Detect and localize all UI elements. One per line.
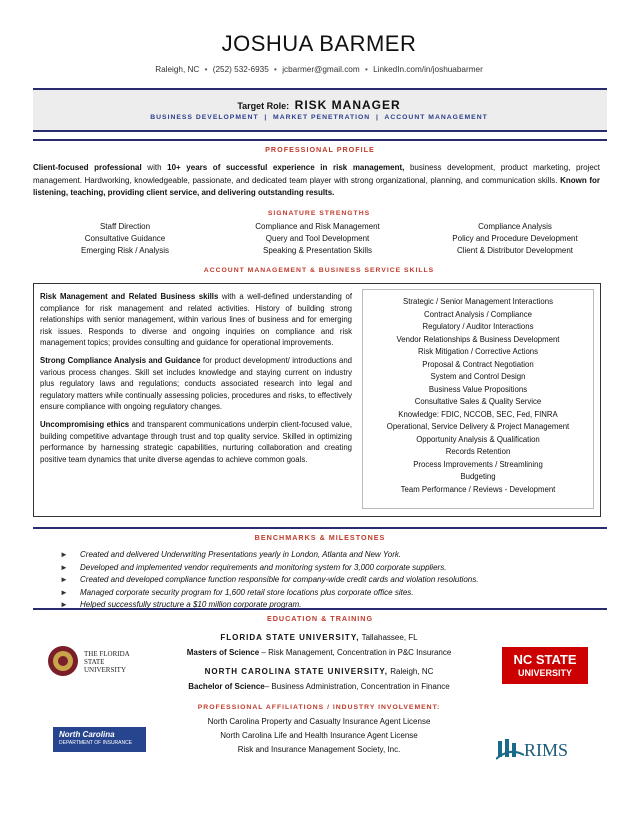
strength-item: Consultative Guidance [84,234,166,243]
benchmark-item [60,549,600,562]
target-role [0,98,638,112]
benchmark-text: Created and developed compliance function responsible for company-wide credit cards and violation resolutions. [80,575,479,585]
education-heading [33,608,607,624]
target-role-title: RISK MANAGER [294,98,401,112]
paragraph-body: for product development/ introductions and various process changes. Skill set includes knowledge and staying current on industry plus regulatory laws and regulations; conducts associated research into legal and regulatory matters while continually assessing policies, procedures and risks, to effectively ensure compliance with ongoing regulatory changes. [40,355,352,412]
skill-item: Contract Analysis / Compliance [424,309,532,319]
education-heading-text: EDUCATION & TRAINING [266,614,374,623]
skill-item: Process Improvements / Streamlining [413,459,543,469]
ncsu-name: NORTH CAROLINA STATE UNIVERSITY, [204,667,389,676]
skill-item: Opportunity Analysis & Qualification [416,434,540,444]
fsu-name: FLORIDA STATE UNIVERSITY, [220,633,360,642]
strength-item: Compliance and Risk Management [255,222,380,231]
benchmark-text: Helped successfully structure a $10 million corporate program. [80,600,302,610]
strength-item: Query and Tool Development [265,234,370,243]
paragraph-lead: Strong Compliance Analysis and Guidance [40,355,201,365]
account-paragraph [40,355,352,413]
skill-item: Knowledge: FDIC, NCCOB, SEC, Fed, FINRA [398,409,558,419]
separator: • [204,65,208,74]
arrow-bullet-icon: ► [60,562,68,572]
contact-line [0,65,638,74]
skill-item: Regulatory / Auditor Interactions [422,322,534,331]
skill-item: Strategic / Senior Management Interactions [403,297,553,306]
benchmark-item [60,574,600,587]
contact-phone: (252) 532-6935 [212,65,269,74]
contact-linkedin[interactable]: LinkedIn.com/in/joshuabarmer [373,65,483,74]
skill-item: Budgeting [460,472,496,481]
account-heading: ACCOUNT MANAGEMENT & BUSINESS SERVICE SKILLS [203,267,435,274]
benchmark-text: Created and delivered Underwriting Presentations yearly in London, Atlanta and New York. [80,550,402,559]
affiliation-item: North Carolina Property and Casualty Insurance Agent License [207,717,431,726]
profile-text-1: with [141,163,168,172]
strength-item: Emerging Risk / Analysis [80,246,170,255]
paragraph-lead: Uncompromising ethics [40,419,130,429]
account-paragraph [40,291,352,349]
profile-heading-text: PROFESSIONAL PROFILE [265,145,375,154]
profile-bold-1: Client-focused professional [33,163,142,172]
paragraph-lead: Risk Management and Related Business skills [40,292,219,301]
benchmark-item [60,587,600,600]
contact-email[interactable]: jcbarmer@gmail.com [282,65,360,74]
strength-item: Policy and Procedure Development [452,234,578,243]
skill-item: Team Performance / Reviews - Development [400,484,556,494]
fsu-location: Tallahassee, FL [359,633,418,642]
affiliation-item: Risk and Insurance Management Society, Inc. [237,745,401,754]
skill-item: Records Retention [445,447,511,456]
fsu-detail: – Risk Management, Concentration in P&C Insurance [259,648,452,657]
fsu-logo-text: THE FLORIDA STATE UNIVERSITY [84,650,130,674]
separator: • [274,65,277,74]
ncsu-logo-bottom: UNIVERSITY [517,668,572,678]
strengths-heading: SIGNATURE STRENGTHS [267,210,371,217]
strength-item: Staff Direction [99,222,151,231]
strengths-col-1 [40,221,210,257]
strength-item: Compliance Analysis [478,222,552,231]
ncsu-degree: Bachelor of Science [188,682,265,691]
ncsu-logo [502,647,588,684]
profile-bold-3: Known for listening, teaching, providing client service, and delivering outstanding results. [33,175,600,197]
fsu-line [0,633,638,642]
rims-swoosh-icon [496,737,524,761]
affiliation-item: North Carolina Life and Health Insurance Agent License [220,731,418,740]
candidate-name: JOSHUA BARMER [221,31,417,56]
arrow-bullet-icon: ► [60,600,68,610]
target-areas: BUSINESS DEVELOPMENT | MARKET PENETRATION | ACCOUNT MANAGEMENT [150,114,488,121]
paragraph-body: with a well-defined understanding of compliance for risk management and related activities. History of building strong relationships with senior management, within various lines of business and for emerging risk issues. Responds to diverse and ongoing inquiries on compliance and risk management topics; provides consulting and guidance for operational improvements. [40,292,352,348]
arrow-bullet-icon: ► [60,587,68,597]
skills-list [362,289,594,509]
benchmark-item [60,562,600,575]
ncsu-detail: – Business Administration, Concentration in Finance [264,682,450,691]
ncdoi-logo-bottom: DEPARTMENT OF INSURANCE [59,740,133,746]
strength-item: Client & Distributor Development [456,246,574,255]
strengths-col-3 [425,221,605,257]
affiliations-heading-text: PROFESSIONAL AFFILIATIONS / INDUSTRY INVOLVEMENT: [197,704,441,711]
benchmark-text: Developed and implemented vendor requirements and monitoring system for 3,000 corporate suppliers. [80,562,447,572]
arrow-bullet-icon: ► [60,575,68,585]
profile-text-2: business development, product marketing, project management. Hardworking, knowledgeable, passionate, and dedicated team player with strong organizational, planning, and communication skills. [33,163,600,185]
benchmarks-list [60,549,600,612]
affiliations-heading [0,702,638,711]
skill-item: Risk Mitigation / Corrective Actions [417,347,539,356]
ncsu-logo-top: NC STATE [513,652,577,667]
fsu-logo [48,644,148,678]
profile-heading [33,139,607,155]
skill-item: Consultative Sales & Quality Service [414,397,542,406]
paragraph-body: and transparent communications underpin client-focused value, building competitive advantage through trust and top quality service. Skilled in optimizing performance by harnessing strategic capabilities, nurturing collaboration and creating positive team dynamics that unite diverse agendas to achieve common goals. [40,419,352,464]
separator: • [364,65,368,74]
rims-logo-text: RIMS [524,740,569,760]
ncdoi-logo [53,727,146,752]
contact-location: Raleigh, NC [155,65,200,74]
profile-summary [33,162,600,200]
profile-bold-2: 10+ years of successful experience in risk management, [167,163,405,172]
skill-item: System and Control Design [430,372,526,381]
skill-item: Proposal & Contract Negotiation [422,359,534,369]
strengths-col-2 [225,221,410,257]
skill-item: Vendor Relationships & Business Development [396,334,560,344]
account-paragraphs [40,291,352,471]
skill-item: Business Value Propositions [428,384,528,394]
benchmarks-heading-text: BENCHMARKS & MILESTONES [254,533,386,542]
target-label: Target Role: [237,101,290,111]
ncsu-location: Raleigh, NC [388,667,434,676]
arrow-bullet-icon: ► [60,550,68,559]
skill-item: Operational, Service Delivery & Project Management [386,422,570,431]
fsu-degree: Masters of Science [186,648,260,657]
rims-logo [496,734,572,764]
account-paragraph [40,419,352,465]
ncdoi-logo-top: North Carolina [59,730,115,739]
benchmarks-heading [33,527,607,543]
strength-item: Speaking & Presentation Skills [263,246,372,255]
benchmark-text: Managed corporate security program for 1,600 retail store locations plus corporate office sites. [80,587,414,597]
